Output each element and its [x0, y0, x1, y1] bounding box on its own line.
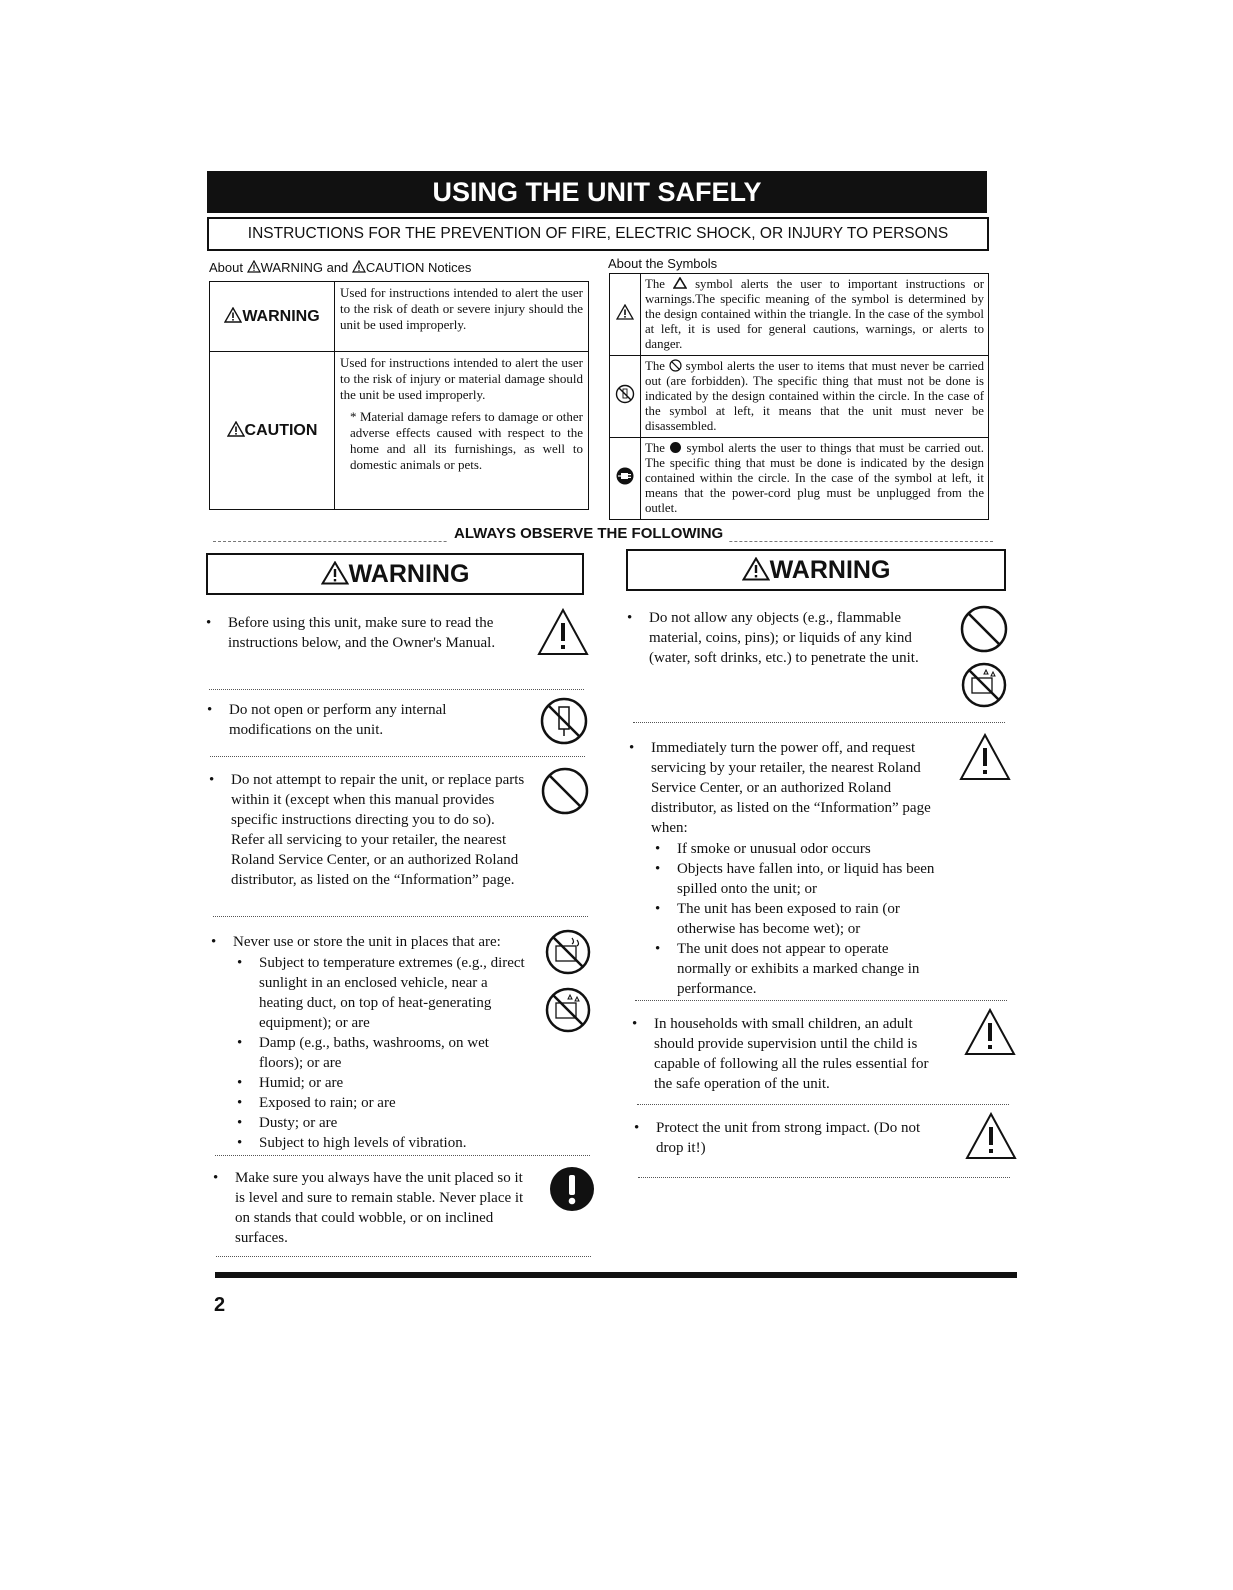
- disassembly-prohibited-icon: [615, 384, 635, 404]
- liquid-prohibited-icon: [544, 986, 592, 1034]
- warning-triangle-icon: [673, 277, 687, 289]
- list-item: • Subject to high levels of vibration.: [233, 1133, 533, 1153]
- liquid-prohibited-icon: [544, 928, 592, 976]
- separator: [633, 722, 1005, 723]
- caution-label-cell: CAUTION: [210, 352, 335, 510]
- separator: [213, 916, 588, 917]
- right-item-4: • Protect the unit from strong impact. (Do not drop it!): [634, 1120, 921, 1156]
- list-item: • The unit does not appear to operate normally or exhibits a marked change in performance.: [651, 939, 941, 999]
- page-subtitle: INSTRUCTIONS FOR THE PREVENTION OF FIRE, ELECTRIC SHOCK, OR INJURY TO PERSONS: [207, 217, 989, 251]
- bullet: •: [213, 1170, 219, 1186]
- right-item-3: • In households with small children, an adult should provide supervision until the child is capable of following all the rules essential for the safe operation of the unit.: [632, 1016, 929, 1092]
- triangle-symbol-description: symbol alerts the user to important instructions or warnings.The specific meaning of the symbol is determined by the design contained within the triangle. In the case of the symbol at left, it is used for general cautions, warnings, or alerts to danger.: [645, 277, 984, 351]
- bullet: •: [207, 702, 213, 718]
- separator: [635, 1000, 1007, 1001]
- list-item: • Exposed to rain; or are: [233, 1093, 533, 1113]
- right-item-2: • Immediately turn the power off, and request servicing by your retailer, the nearest Roland Service Center, or an authorized Roland distributor, as listed on the “Information” page when: • If smoke or unusual odor occurs • Objects have fallen into, or liquid has been spilled onto the unit; or • The unit has been exposed to rain (or otherwise has become wet); or • The unit does not appear to operate normally or exhibits a marked change in performance.: [629, 738, 959, 993]
- warning-triangle-icon: [227, 421, 245, 437]
- separator: [637, 1104, 1009, 1105]
- bullet: •: [629, 740, 635, 756]
- separator: [638, 1177, 1010, 1178]
- caution-description-cell: [335, 352, 589, 510]
- warning-triangle-icon: [964, 1008, 1016, 1056]
- caution-notice-row: [210, 352, 589, 510]
- list-item: • Damp (e.g., baths, washrooms, on wet floors); or are: [233, 1033, 533, 1073]
- warning-description: Used for instructions intended to alert the user to the risk of death or severe injury should the unit be used improperly.: [335, 282, 589, 352]
- right-item-1: • Do not allow any objects (e.g., flammable material, coins, pins); or liquids of any kind (water, soft drinks, etc.) to penetrate the unit.: [627, 610, 919, 666]
- warning-triangle-icon: [224, 307, 242, 323]
- left-item-1: • Before using this unit, make sure to read the instructions below, and the Owner's Manual.: [206, 615, 496, 651]
- list-item: • Objects have fallen into, or liquid has been spilled onto the unit; or: [651, 859, 941, 899]
- bullet: •: [206, 615, 212, 631]
- warning-triangle-icon: [965, 1112, 1017, 1160]
- liquid-prohibited-icon: [960, 661, 1008, 709]
- footer-rule: [215, 1272, 1017, 1278]
- unplug-icon: [615, 466, 635, 486]
- page-title: USING THE UNIT SAFELY: [207, 171, 987, 213]
- bullet: •: [209, 772, 215, 788]
- mandatory-symbol-description: symbol alerts the user to things that must be carried out. The specific thing that must be done is indicated by the design contained within the circle. In the case of the symbol at left, it means that the power-cord plug must be unplugged from the outlet.: [645, 441, 985, 515]
- caution-description: Used for instructions intended to alert the user to the risk of injury or material damage should the unit be used improperly.: [340, 355, 583, 402]
- prohibited-icon: [669, 359, 682, 372]
- separator: [216, 1256, 591, 1257]
- bullet: •: [632, 1016, 638, 1032]
- separator: [215, 1155, 590, 1156]
- warning-label-cell: WARNING: [210, 282, 335, 352]
- notices-caption: About WARNING and CAUTION Notices: [209, 260, 472, 275]
- left-item-4: • Never use or store the unit in places that are: • Subject to temperature extremes (e.g., direct sunlight in an enclosed vehicle, near a heating duct, on top of heat-generating equipment); or are • Damp (e.g., baths, washrooms, on wet floors); or are • Humid; or are • Exposed to rain; or are • Dusty; or are • Subject to high levels of vibration.: [211, 932, 541, 1147]
- bullet: •: [211, 934, 217, 950]
- list-item: • Humid; or are: [233, 1073, 533, 1093]
- warning-triangle-icon: [247, 260, 261, 273]
- symbols-caption: About the Symbols: [608, 256, 718, 271]
- bullet: •: [634, 1120, 640, 1136]
- page-number: 2: [214, 1294, 226, 1316]
- warning-triangle-icon: [616, 304, 634, 320]
- list-item: • Dusty; or are: [233, 1113, 533, 1133]
- separator: [209, 689, 584, 690]
- warning-triangle-icon: [742, 557, 770, 581]
- list-item: • If smoke or unusual odor occurs: [651, 839, 941, 859]
- list-item: • Subject to temperature extremes (e.g., direct sunlight in an enclosed vehicle, near a heating duct, on top of heat-generating equipment); or are: [233, 953, 533, 1033]
- right-warning-heading: WARNING: [626, 549, 1006, 591]
- mandatory-icon: [669, 441, 682, 454]
- prohibited-symbol-description: symbol alerts the user to items that must never be carried out (are forbidden). The specific thing that must not be done is indicated by the design contained within the circle. In the case of the symbol at left, it means that the unit must never be disassembled.: [645, 359, 985, 433]
- symbol-row-triangle: The symbol alerts the user to important instructions or warnings.The specific meaning of the symbol is determined by the design contained within the triangle. In the case of the symbol at left, it is used for general cautions, warnings, or alerts to danger.: [610, 274, 989, 356]
- warning-triangle-icon: [352, 260, 366, 273]
- warning-triangle-icon: [321, 561, 349, 585]
- left-item-2: • Do not open or perform any internal modifications on the unit.: [207, 702, 447, 738]
- list-item: • The unit has been exposed to rain (or otherwise has become wet); or: [651, 899, 941, 939]
- disassembly-prohibited-icon: [539, 696, 589, 746]
- caution-note: * Material damage refers to damage or other adverse effects caused with respect to the home and all its furnishings, as well to domestic animals or pets.: [350, 409, 583, 472]
- left-item-5: • Make sure you always have the unit placed so it is level and sure to remain stable. Never place it on stands that could wobble, or on inclined surfaces.: [213, 1170, 524, 1246]
- notices-table: [209, 281, 589, 510]
- symbols-table: [609, 273, 989, 520]
- warning-notice-row: [210, 282, 589, 352]
- warning-triangle-icon: [959, 733, 1011, 781]
- mandatory-icon: [549, 1166, 595, 1212]
- warning-triangle-icon: [537, 608, 589, 656]
- symbol-row-prohibited: The symbol alerts the user to items that must never be carried out (are forbidden). The specific thing that must not be done is indicated by the design contained within the circle. In the case of the symbol at left, it means that the unit must never be disassembled.: [610, 356, 989, 438]
- separator: [210, 756, 585, 757]
- left-warning-heading: WARNING: [206, 553, 584, 595]
- observe-heading: ALWAYS OBSERVE THE FOLLOWING: [448, 525, 729, 542]
- prohibited-icon: [959, 604, 1009, 654]
- symbol-row-mandatory: The symbol alerts the user to things that must be carried out. The specific thing that must be done is indicated by the design contained within the circle. In the case of the symbol at left, it means that the power-cord plug must be unplugged from the outlet.: [610, 438, 989, 520]
- left-item-3: • Do not attempt to repair the unit, or replace parts within it (except when this manual provides specific instructions directing you to do so). Refer all servicing to your retailer, the nearest Roland Service Center, or an authorized Roland distributor, as listed on the “Information” page.: [209, 772, 525, 888]
- bullet: •: [627, 610, 633, 626]
- prohibited-icon: [540, 766, 590, 816]
